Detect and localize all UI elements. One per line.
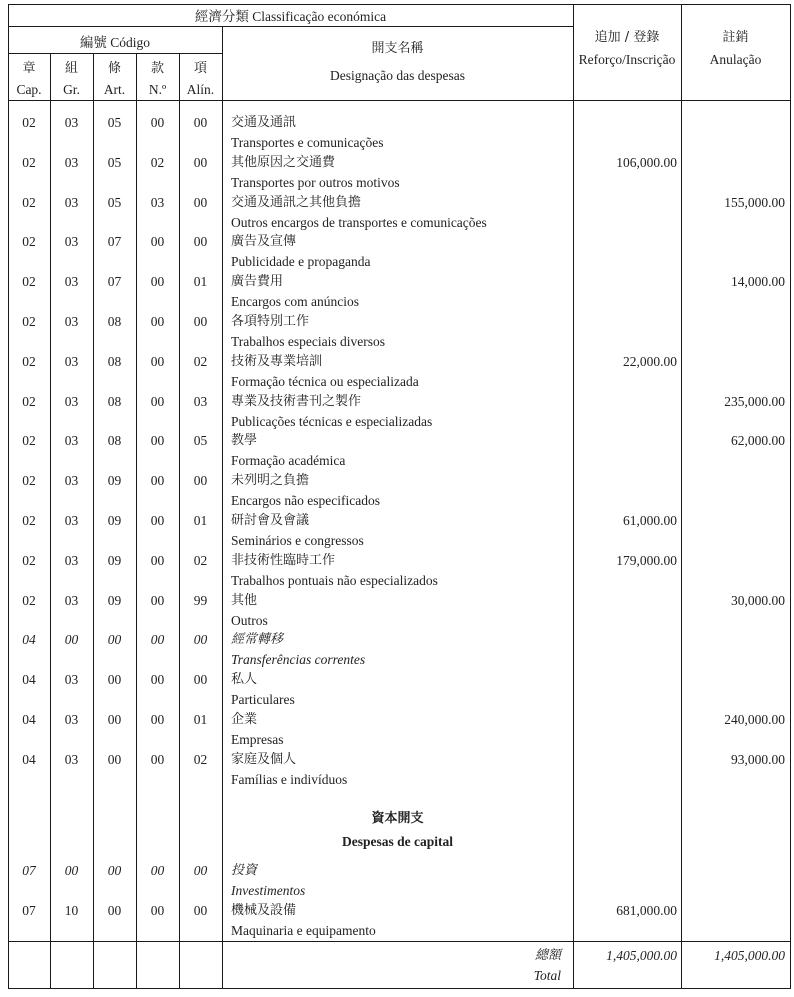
- code-alin: 05: [193, 433, 208, 449]
- total-label-zh: 總額: [534, 948, 561, 963]
- annulment-header-zh: 註銷: [722, 30, 749, 45]
- designation-pt: Formação técnica ou especializada: [231, 373, 419, 389]
- code-no: 00: [150, 393, 165, 409]
- code-cap: 02: [22, 194, 36, 210]
- code-alin: 02: [193, 353, 208, 369]
- code-gr: 03: [64, 672, 79, 688]
- designation-zh: 其他: [231, 592, 258, 608]
- code-art: 00: [107, 632, 122, 648]
- code-no: 00: [150, 473, 165, 489]
- designation-header-zh: 開支名稱: [371, 41, 424, 56]
- designation-zh: 非技術性臨時工作: [231, 552, 336, 568]
- code-gr: 10: [64, 902, 79, 918]
- designation-zh: 交通及通訊: [231, 115, 297, 130]
- code-cap: 02: [22, 552, 36, 568]
- code-cap: 02: [22, 592, 36, 608]
- designation-pt: Outros: [231, 612, 268, 628]
- code-alin: 99: [193, 592, 208, 608]
- code-cap: 04: [22, 712, 36, 727]
- code-cap: 02: [22, 473, 36, 489]
- code-gr: 00: [64, 632, 79, 648]
- code-gr: 03: [64, 393, 79, 409]
- designation-header-pt: Designação das despesas: [330, 68, 465, 83]
- code-alin: 01: [193, 513, 208, 528]
- designation-pt: Empresas: [231, 732, 284, 747]
- designation-zh: 企業: [231, 712, 258, 727]
- code-gr: 03: [64, 154, 79, 170]
- code-col-header-pt: Gr.: [63, 82, 80, 97]
- code-gr: 03: [64, 353, 79, 369]
- designation-pt: Publicidade e propaganda: [231, 254, 371, 270]
- code-alin: 00: [193, 115, 208, 130]
- designation-zh: 專業及技術書刊之製作: [231, 393, 362, 409]
- code-art: 05: [107, 154, 122, 170]
- total-top-border: [8, 941, 790, 942]
- code-cap: 07: [22, 863, 36, 878]
- code-no: 00: [150, 672, 165, 688]
- code-cap: 04: [22, 672, 36, 688]
- code-gr: 03: [64, 473, 79, 489]
- designation-zh: 其他原因之交通費: [231, 154, 336, 170]
- reinforcement-value: 179,000.00: [616, 552, 677, 568]
- designation-pt: Trabalhos especiais diversos: [231, 334, 385, 349]
- col-divider-reinforcement: [573, 4, 574, 989]
- designation-pt: Famílias e indivíduos: [231, 771, 348, 787]
- designation-pt: Investimentos: [231, 883, 306, 898]
- code-art: 09: [107, 513, 122, 528]
- code-alin: 00: [193, 234, 208, 250]
- code-gr: 03: [64, 234, 79, 250]
- code-cap: 07: [22, 902, 36, 918]
- col-divider-annulment: [681, 4, 682, 989]
- designation-zh: 技術及專業培訓: [231, 353, 323, 369]
- section-title-zh: 資本開支: [371, 811, 424, 826]
- code-art: 08: [107, 433, 122, 449]
- code-gr: 03: [64, 712, 79, 727]
- annulment-value: 62,000.00: [731, 433, 785, 449]
- classification-divider: [8, 26, 573, 27]
- reinforcement-header-pt: Reforço/Inscrição: [578, 52, 676, 67]
- code-no: 00: [150, 592, 165, 608]
- designation-pt: Maquinaria e equipamento: [231, 922, 376, 938]
- code-alin: 00: [193, 632, 208, 648]
- code-alin: 02: [193, 751, 208, 767]
- code-no: 00: [150, 353, 165, 369]
- code-no: 00: [150, 712, 165, 727]
- code-gr: 00: [64, 863, 79, 878]
- code-no: 00: [150, 863, 165, 878]
- designation-zh: 機械及設備: [231, 902, 297, 918]
- designation-pt: Encargos com anúncios: [231, 294, 359, 310]
- designation-zh: 各項特別工作: [231, 314, 310, 329]
- annulment-value: 30,000.00: [731, 592, 785, 608]
- code-alin: 00: [193, 902, 208, 918]
- economic-classification-header: 經濟分類 Classificação económica: [194, 9, 387, 24]
- designation-pt: Transportes e comunicações: [231, 135, 384, 150]
- designation-zh: 研討會及會議: [231, 513, 310, 528]
- code-alin: 00: [193, 154, 208, 170]
- designation-zh: 未列明之負擔: [231, 473, 310, 489]
- total-annulment: 1,405,000.00: [714, 948, 785, 963]
- code-art: 00: [107, 863, 122, 878]
- code-gr: 03: [64, 194, 79, 210]
- code-cap: 02: [22, 353, 36, 369]
- code-alin: 00: [193, 194, 208, 210]
- code-col-header-zh: 款: [150, 61, 164, 76]
- code-gr: 03: [64, 751, 79, 767]
- code-gr: 03: [64, 592, 79, 608]
- designation-pt: Particulares: [231, 692, 295, 708]
- reinforcement-value: 61,000.00: [623, 513, 677, 528]
- code-alin: 03: [193, 393, 208, 409]
- code-art: 00: [107, 751, 122, 767]
- code-cap: 04: [22, 632, 36, 648]
- code-no: 00: [150, 902, 165, 918]
- code-cap: 02: [22, 314, 36, 329]
- code-art: 07: [107, 234, 122, 250]
- annulment-header-pt: Anulação: [709, 52, 762, 67]
- code-col-header-pt: N.º: [148, 82, 167, 97]
- code-no: 00: [150, 234, 165, 250]
- annulment-value: 235,000.00: [724, 393, 785, 409]
- code-alin: 01: [193, 712, 208, 727]
- code-no: 00: [150, 552, 165, 568]
- code-col-header-zh: 項: [193, 61, 207, 76]
- designation-zh: 經常轉移: [231, 632, 284, 648]
- reinforcement-value: 22,000.00: [623, 353, 677, 369]
- code-cap: 02: [22, 274, 36, 290]
- annulment-value: 93,000.00: [731, 751, 785, 767]
- code-gr: 03: [64, 314, 79, 329]
- table-bottom-border: [8, 988, 790, 989]
- code-gr: 03: [64, 513, 79, 528]
- code-header: 編號 Código: [79, 35, 151, 50]
- code-alin: 00: [193, 672, 208, 688]
- code-art: 05: [107, 194, 122, 210]
- table-top-border: [8, 4, 790, 5]
- code-col-header-zh: 條: [107, 61, 121, 76]
- reinforcement-value: 681,000.00: [616, 902, 677, 918]
- reinforcement-header-zh: 追加 / 登錄: [594, 30, 660, 45]
- code-alin: 01: [193, 274, 208, 290]
- code-no: 02: [150, 154, 165, 170]
- code-cap: 02: [22, 154, 36, 170]
- code-gr: 03: [64, 115, 79, 130]
- designation-zh: 交通及通訊之其他負擔: [231, 194, 362, 210]
- designation-zh: 家庭及個人: [231, 751, 297, 767]
- code-no: 00: [150, 433, 165, 449]
- designation-pt: Transferências correntes: [231, 652, 366, 668]
- code-no: 00: [150, 115, 165, 130]
- total-label-pt: Total: [533, 968, 561, 983]
- annulment-value: 240,000.00: [724, 712, 785, 727]
- reinforcement-value: 106,000.00: [616, 154, 677, 170]
- designation-zh: 廣告及宣傳: [231, 234, 297, 250]
- designation-pt: Trabalhos pontuais não especializados: [231, 572, 438, 588]
- designation-pt: Publicações técnicas e especializadas: [231, 413, 433, 429]
- code-alin: 00: [193, 863, 208, 878]
- code-no: 00: [150, 513, 165, 528]
- code-cap: 04: [22, 751, 36, 767]
- designation-pt: Formação académica: [231, 453, 346, 469]
- code-cap: 02: [22, 115, 36, 130]
- code-divider: [8, 53, 222, 54]
- code-no: 00: [150, 274, 165, 290]
- code-art: 09: [107, 552, 122, 568]
- designation-zh: 私人: [231, 672, 258, 688]
- code-gr: 03: [64, 274, 79, 290]
- code-art: 08: [107, 314, 122, 329]
- code-no: 00: [150, 314, 165, 329]
- code-cap: 02: [22, 234, 36, 250]
- code-no: 00: [150, 751, 165, 767]
- code-col-header-pt: Art.: [103, 82, 126, 97]
- right-border: [790, 4, 791, 989]
- code-alin: 00: [193, 473, 208, 489]
- code-art: 08: [107, 393, 122, 409]
- designation-pt: Seminários e congressos: [231, 533, 364, 548]
- code-gr: 03: [64, 552, 79, 568]
- code-art: 00: [107, 712, 122, 727]
- code-art: 09: [107, 592, 122, 608]
- code-cap: 02: [22, 393, 36, 409]
- designation-pt: Encargos não especificados: [231, 493, 380, 509]
- code-art: 00: [107, 672, 122, 688]
- code-art: 08: [107, 353, 122, 369]
- code-art: 09: [107, 473, 122, 489]
- code-no: 03: [150, 194, 165, 210]
- code-cap: 02: [22, 513, 36, 528]
- left-border: [8, 4, 9, 989]
- code-alin: 00: [193, 314, 208, 329]
- code-cap: 02: [22, 433, 36, 449]
- designation-zh: 廣告費用: [231, 274, 284, 290]
- designation-pt: Outros encargos de transportes e comunicações: [231, 214, 487, 230]
- section-title-pt: Despesas de capital: [342, 834, 453, 849]
- header-bottom-border: [8, 100, 790, 101]
- code-art: 00: [107, 902, 122, 918]
- annulment-value: 14,000.00: [731, 274, 785, 290]
- code-no: 00: [150, 632, 165, 648]
- code-col-header-pt: Cap.: [16, 82, 42, 97]
- code-alin: 02: [193, 552, 208, 568]
- total-reinforcement: 1,405,000.00: [606, 948, 677, 963]
- code-art: 05: [107, 115, 122, 130]
- designation-zh: 教學: [231, 433, 258, 449]
- code-gr: 03: [64, 433, 79, 449]
- code-art: 07: [107, 274, 122, 290]
- code-col-header-pt: Alín.: [186, 82, 215, 97]
- code-col-header-zh: 章: [22, 61, 36, 76]
- designation-zh: 投資: [231, 863, 258, 878]
- designation-pt: Transportes por outros motivos: [231, 174, 400, 190]
- annulment-value: 155,000.00: [724, 194, 785, 210]
- code-col-header-zh: 組: [64, 61, 78, 76]
